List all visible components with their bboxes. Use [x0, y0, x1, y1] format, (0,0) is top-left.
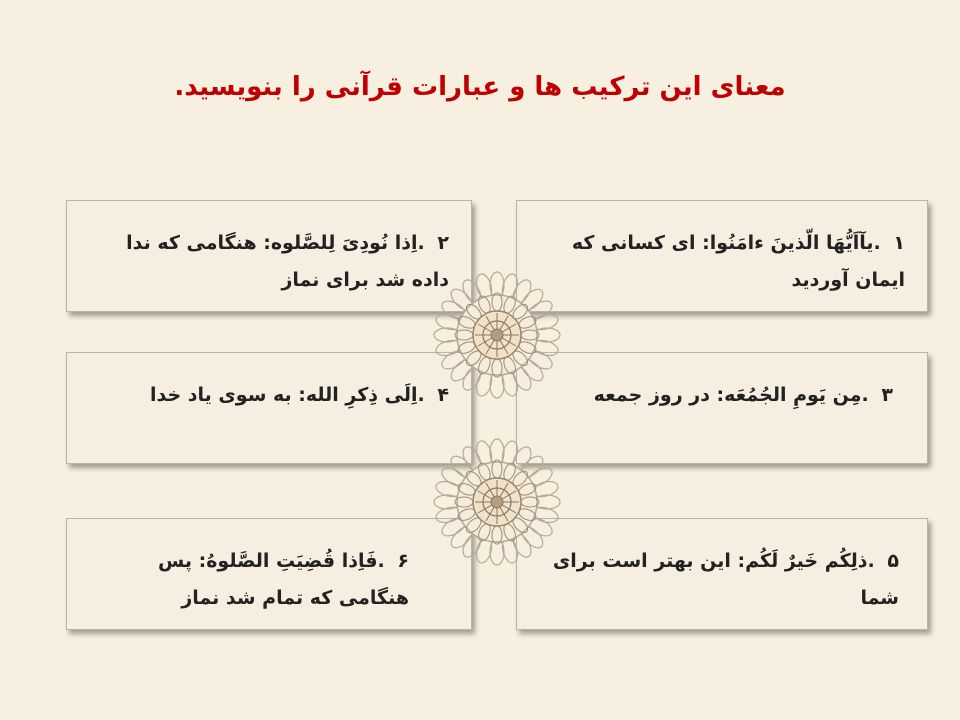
- phrase-number: ۳: [881, 384, 893, 406]
- phrase-card-3: [516, 352, 928, 464]
- phrase-card-5: [516, 518, 928, 630]
- phrase-number: ۶: [397, 550, 409, 572]
- mandala-ornament-icon: [432, 270, 562, 400]
- phrase-card-4: [66, 352, 472, 464]
- phrase-card-1: [516, 200, 928, 312]
- mandala-ornament-icon: [432, 437, 562, 567]
- phrase-number: ۵: [887, 550, 899, 572]
- phrase-number: ۲: [437, 232, 449, 254]
- phrase-text: .اِلَی ذِکرِ الله: به سوی یاد خدا: [149, 384, 425, 406]
- phrase-number: ۴: [437, 384, 449, 406]
- phrase-text: .ذلِکُم خَیرٌ لَکُم: این بهتر است برای شما: [552, 550, 899, 609]
- phrase-text: .فَاِذا قُضِیَتِ الصَّلوهُ: پس هنگامی که تمام شد نماز: [157, 550, 409, 609]
- phrase-card-6: [66, 518, 472, 630]
- slide-title: معنای این ترکیب ها و عبارات قرآنی را بنویسید.: [174, 72, 786, 102]
- phrase-text: .یآاَیُّهَا الّذینَ ءامَنُوا: ای کسانی که ایمان آوردید: [571, 232, 905, 291]
- phrase-text: .مِن یَومِ الجُمُعَه: در روز جمعه: [593, 384, 869, 406]
- phrase-text: .اِذا نُودِیَ لِلصَّلوه: هنگامی که ندا داده شد برای نماز: [126, 232, 449, 291]
- phrase-card-2: [66, 200, 472, 312]
- phrase-number: ۱: [893, 232, 905, 254]
